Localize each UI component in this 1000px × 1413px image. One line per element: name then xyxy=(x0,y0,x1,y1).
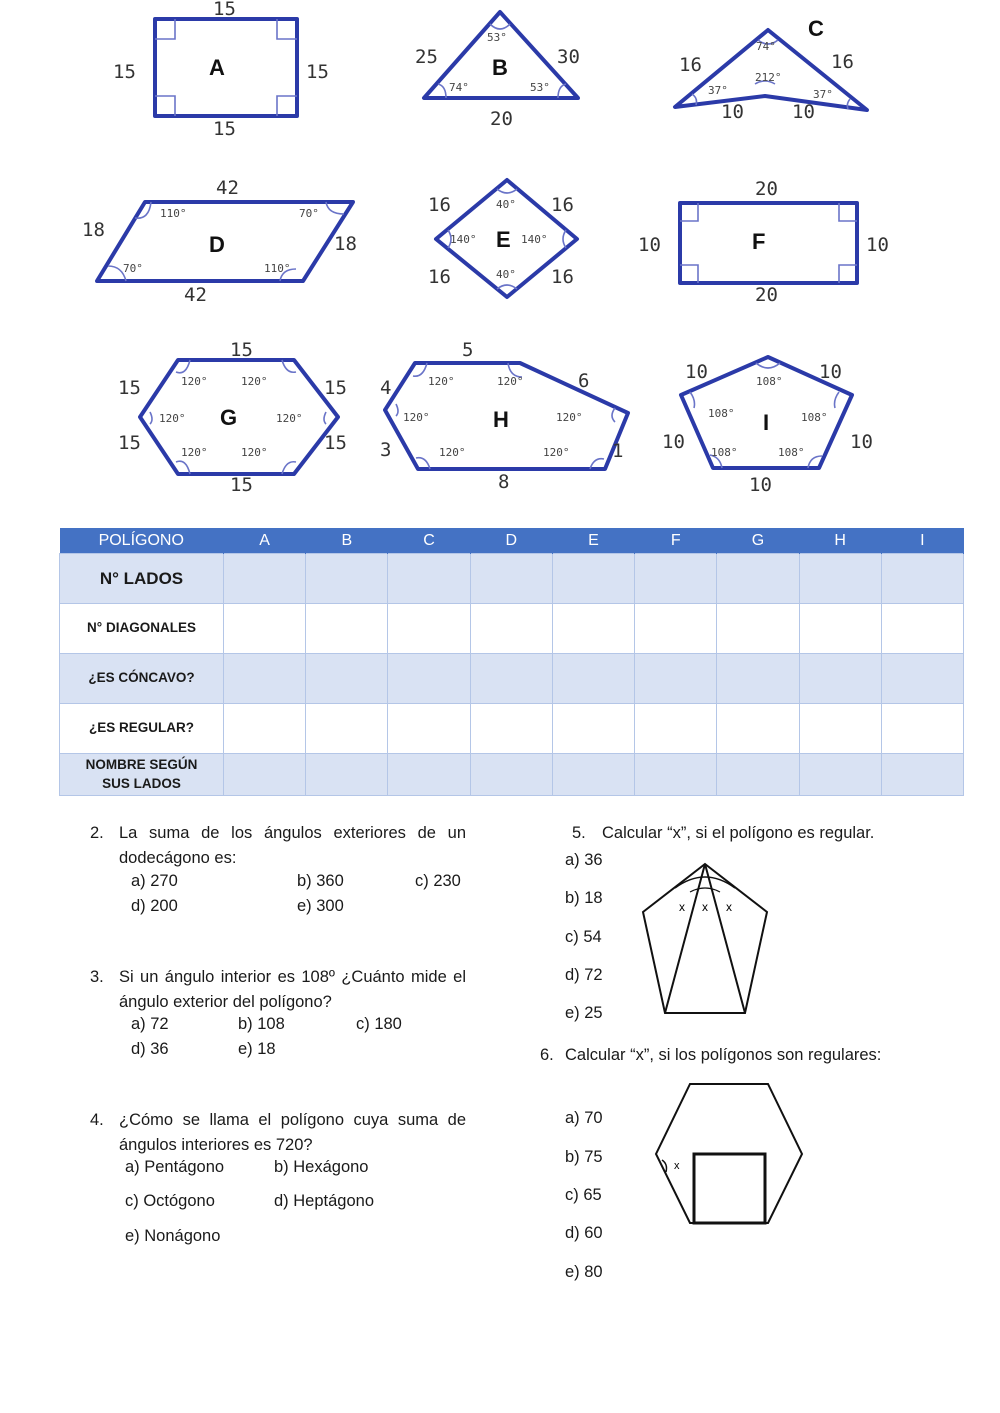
question-text: Si un ángulo interior es 108º ¿Cuánto mide el ángulo exterior del polígono? xyxy=(119,968,466,1011)
option-e[interactable]: e) 25 xyxy=(565,1004,603,1022)
figure-d xyxy=(82,177,357,306)
answer-cell[interactable] xyxy=(881,604,963,654)
table-header-cell: C xyxy=(388,528,470,554)
figure-i-side-upper-left: 10 xyxy=(685,361,708,383)
answer-cell[interactable] xyxy=(552,654,634,704)
answer-cell[interactable] xyxy=(470,604,552,654)
figure-h xyxy=(380,339,628,493)
answer-cell[interactable] xyxy=(306,754,388,796)
question-text: La suma de los ángulos exteriores de un dodecágono es: xyxy=(119,824,466,867)
figure-e-letter: E xyxy=(496,227,511,252)
figure-i-angle-right: 108° xyxy=(801,411,828,424)
table-header-cell: F xyxy=(635,528,717,554)
table-header-cell: I xyxy=(881,528,963,554)
question-number: 4. xyxy=(90,1111,104,1129)
answer-cell[interactable] xyxy=(635,704,717,754)
figure-h-side-bottom: 8 xyxy=(498,471,510,493)
figure-i-angle-bottom-left: 108° xyxy=(711,446,738,459)
row-label: NOMBRE SEGÚN SUS LADOS xyxy=(60,754,224,796)
option-e[interactable]: e) Nonágono xyxy=(125,1227,221,1245)
answer-cell[interactable] xyxy=(306,704,388,754)
question-number: 2. xyxy=(90,824,104,842)
figure-g-angle-3: 120° xyxy=(159,412,186,425)
figure-i-side-bottom: 10 xyxy=(749,474,772,496)
question-text: Calcular “x”, si los polígonos son regulares: xyxy=(565,1046,882,1064)
question-number: 3. xyxy=(90,968,104,986)
answer-cell[interactable] xyxy=(552,754,634,796)
figure-g xyxy=(118,339,347,496)
question-number: 6. xyxy=(540,1046,554,1064)
question-3 xyxy=(90,965,470,1015)
figure-e-side-bottom-right: 16 xyxy=(551,266,574,288)
table-header-cell: G xyxy=(717,528,799,554)
figure-b-side-left: 25 xyxy=(415,46,438,68)
figure-d-angle-top-left: 110° xyxy=(160,207,187,220)
answer-cell[interactable] xyxy=(470,554,552,604)
answer-cell[interactable] xyxy=(306,554,388,604)
answer-cell[interactable] xyxy=(635,654,717,704)
figure-g-side-lower-left: 15 xyxy=(118,432,141,454)
figure-c-angle-reflex: 212° xyxy=(755,71,782,84)
figure-f-side-left: 10 xyxy=(638,234,661,256)
figure-b-side-bottom: 20 xyxy=(490,108,513,130)
figure-i-angle-left: 108° xyxy=(708,407,735,420)
table-header-cell: A xyxy=(224,528,306,554)
figure-i-angle-top: 108° xyxy=(756,375,783,388)
option-b[interactable]: b) 360 xyxy=(297,872,344,890)
answer-cell[interactable] xyxy=(881,754,963,796)
question-text: ¿Cómo se llama el polígono cuya suma de ángulos interiores es 720? xyxy=(119,1111,466,1154)
figure-f-side-bottom: 20 xyxy=(755,284,778,306)
answer-cell[interactable] xyxy=(552,554,634,604)
x-label: x xyxy=(726,900,732,914)
figure-c-angle-right: 37° xyxy=(813,88,833,101)
option-c[interactable]: c) 180 xyxy=(356,1015,402,1033)
figure-h-angle-6: 120° xyxy=(543,446,570,459)
figure-a xyxy=(113,0,329,140)
figure-f-letter: F xyxy=(752,229,766,254)
table-header-cell: B xyxy=(306,528,388,554)
answer-cell[interactable] xyxy=(717,754,799,796)
table-header-cell: D xyxy=(470,528,552,554)
figure-c-side-right: 16 xyxy=(831,51,854,73)
figure-f xyxy=(638,178,889,306)
figure-g-letter: G xyxy=(220,405,238,430)
figure-e-angle-right: 140° xyxy=(521,233,548,246)
figure-g-angle-5: 120° xyxy=(181,446,208,459)
figure-b-letter: B xyxy=(492,55,508,80)
answer-cell[interactable] xyxy=(552,604,634,654)
answer-cell[interactable] xyxy=(388,554,470,604)
pentagon-diagonal-right xyxy=(705,864,745,1013)
row-label: N° LADOS xyxy=(60,554,224,604)
figure-i-letter: I xyxy=(763,410,770,435)
figure-d-side-top: 42 xyxy=(216,177,239,199)
answer-cell[interactable] xyxy=(635,554,717,604)
figure-d-angle-bottom-right: 110° xyxy=(264,262,291,275)
question-5 xyxy=(572,821,932,846)
polygon-figures xyxy=(0,0,1000,510)
option-c[interactable]: c) 65 xyxy=(565,1186,602,1204)
option-a[interactable]: a) 270 xyxy=(131,872,178,890)
answer-cell[interactable] xyxy=(717,604,799,654)
figure-g-angle-6: 120° xyxy=(241,446,268,459)
answer-cell[interactable] xyxy=(881,654,963,704)
figure-e-angle-bottom: 40° xyxy=(496,268,516,281)
figure-f-shape xyxy=(680,203,857,283)
answer-cell[interactable] xyxy=(388,604,470,654)
answer-cell[interactable] xyxy=(224,704,306,754)
pentagon-shape xyxy=(643,864,767,1013)
answer-cell[interactable] xyxy=(799,754,881,796)
option-a[interactable]: a) Pentágono xyxy=(125,1158,225,1176)
table-header-cell: POLÍGONO xyxy=(60,528,224,554)
option-d[interactable]: d) 36 xyxy=(131,1040,169,1058)
figure-a-shape xyxy=(155,19,297,116)
figure-i-angle-bottom-right: 108° xyxy=(778,446,805,459)
option-a[interactable]: a) 36 xyxy=(565,851,603,869)
figure-h-side-upper-left: 4 xyxy=(380,377,392,399)
figure-b-angle-left: 74° xyxy=(449,81,469,94)
answer-cell[interactable] xyxy=(388,704,470,754)
figure-h-angle-1: 120° xyxy=(428,375,455,388)
figure-h-letter: H xyxy=(493,407,509,432)
figure-g-side-top: 15 xyxy=(230,339,253,361)
figure-a-side-top: 15 xyxy=(213,0,236,20)
option-d[interactable]: d) Heptágono xyxy=(274,1192,374,1210)
figure-i-side-lower-left: 10 xyxy=(662,431,685,453)
figure-h-angle-3: 120° xyxy=(403,411,430,424)
option-a[interactable]: a) 72 xyxy=(131,1015,169,1033)
figure-d-side-bottom: 42 xyxy=(184,284,207,306)
table-row xyxy=(60,554,964,604)
figure-b-side-right: 30 xyxy=(557,46,580,68)
figure-d-side-left: 18 xyxy=(82,219,105,241)
x-label: x xyxy=(679,900,685,914)
option-b[interactable]: b) 108 xyxy=(238,1015,285,1033)
figure-d-angle-top-right: 70° xyxy=(299,207,319,220)
answer-cell[interactable] xyxy=(717,554,799,604)
figure-g-side-upper-right: 15 xyxy=(324,377,347,399)
figure-i xyxy=(662,357,873,496)
figure-h-angle-4: 120° xyxy=(556,411,583,424)
answer-cell[interactable] xyxy=(224,754,306,796)
figure-e-side-bottom-left: 16 xyxy=(428,266,451,288)
option-b[interactable]: b) 75 xyxy=(565,1148,603,1166)
figure-c-angle-top: 74° xyxy=(756,40,776,53)
figure-c-side-left: 16 xyxy=(679,54,702,76)
figure-b-angle-top: 53° xyxy=(487,31,507,44)
answer-cell[interactable] xyxy=(552,704,634,754)
option-a[interactable]: a) 70 xyxy=(565,1109,603,1127)
answer-cell[interactable] xyxy=(388,754,470,796)
answer-cell[interactable] xyxy=(470,704,552,754)
figure-h-angle-2: 120° xyxy=(497,375,524,388)
answer-cell[interactable] xyxy=(306,654,388,704)
figure-e xyxy=(428,180,577,297)
figure-g-angle-2: 120° xyxy=(241,375,268,388)
question-number: 5. xyxy=(572,824,586,842)
row-label: ¿ES REGULAR? xyxy=(60,704,224,754)
answer-cell[interactable] xyxy=(717,654,799,704)
question-2 xyxy=(90,821,470,871)
table-header-cell: E xyxy=(552,528,634,554)
option-d[interactable]: d) 60 xyxy=(565,1224,603,1242)
figure-c-letter: C xyxy=(808,16,824,41)
table-row xyxy=(60,604,964,654)
angle-arc xyxy=(675,877,735,888)
option-e[interactable]: e) 18 xyxy=(238,1040,276,1058)
figure-h-side-upper-right: 6 xyxy=(578,370,590,392)
figure-d-letter: D xyxy=(209,232,225,257)
option-c[interactable]: c) 54 xyxy=(565,928,602,946)
table-header-cell: H xyxy=(799,528,881,554)
question-text: Calcular “x”, si el polígono es regular. xyxy=(602,824,875,842)
figure-i-side-upper-right: 10 xyxy=(819,361,842,383)
figure-c-angle-left: 37° xyxy=(708,84,728,97)
row-label: N° DIAGONALES xyxy=(60,604,224,654)
answer-cell[interactable] xyxy=(470,654,552,704)
table-row xyxy=(60,754,964,796)
answer-cell[interactable] xyxy=(881,704,963,754)
figure-b xyxy=(415,12,580,130)
figure-c xyxy=(675,16,867,123)
option-e[interactable]: e) 80 xyxy=(565,1263,603,1281)
answer-cell[interactable] xyxy=(470,754,552,796)
option-b[interactable]: b) Hexágono xyxy=(274,1158,369,1176)
row-label: ¿ES CÓNCAVO? xyxy=(60,654,224,704)
figure-a-side-left: 15 xyxy=(113,61,136,83)
answer-cell[interactable] xyxy=(799,554,881,604)
question-4 xyxy=(90,1108,470,1158)
figure-h-side-lower-left: 3 xyxy=(380,439,392,461)
option-d[interactable]: d) 200 xyxy=(131,897,178,915)
polygon-table xyxy=(59,528,964,796)
hexagon-square-figure xyxy=(650,1078,810,1230)
figure-c-side-bottom-left: 10 xyxy=(721,101,744,123)
figure-g-side-bottom: 15 xyxy=(230,474,253,496)
answer-cell[interactable] xyxy=(881,554,963,604)
figure-c-side-bottom-right: 10 xyxy=(792,101,815,123)
square-shape xyxy=(694,1154,765,1223)
option-c[interactable]: c) Octógono xyxy=(125,1192,215,1210)
figure-f-side-right: 10 xyxy=(866,234,889,256)
figure-h-side-top: 5 xyxy=(462,339,474,361)
answer-cell[interactable] xyxy=(799,704,881,754)
angle-arc xyxy=(690,888,720,892)
answer-cell[interactable] xyxy=(224,604,306,654)
answer-cell[interactable] xyxy=(799,654,881,704)
figure-b-angle-right: 53° xyxy=(530,81,550,94)
table-header-row xyxy=(60,528,964,554)
answer-cell[interactable] xyxy=(224,654,306,704)
figure-e-side-top-left: 16 xyxy=(428,194,451,216)
table-row xyxy=(60,704,964,754)
answer-cell[interactable] xyxy=(635,604,717,654)
question-6 xyxy=(540,1043,940,1068)
pentagon-diagonal-left xyxy=(665,864,705,1013)
figure-e-side-top-right: 16 xyxy=(551,194,574,216)
answer-cell[interactable] xyxy=(717,704,799,754)
figure-d-angle-bottom-left: 70° xyxy=(123,262,143,275)
answer-cell[interactable] xyxy=(388,654,470,704)
table-row xyxy=(60,654,964,704)
figure-g-side-upper-left: 15 xyxy=(118,377,141,399)
x-label: x xyxy=(702,900,708,914)
figure-h-side-lower-right: 1 xyxy=(612,440,624,462)
figure-g-side-lower-right: 15 xyxy=(324,432,347,454)
figure-d-side-right: 18 xyxy=(334,233,357,255)
figure-a-letter: A xyxy=(209,55,225,80)
figure-g-angle-4: 120° xyxy=(276,412,303,425)
figure-a-side-right: 15 xyxy=(306,61,329,83)
answer-cell[interactable] xyxy=(224,554,306,604)
pentagon-figure xyxy=(635,858,775,1020)
figure-a-side-bottom: 15 xyxy=(213,118,236,140)
answer-cell[interactable] xyxy=(635,754,717,796)
figure-e-angle-left: 140° xyxy=(450,233,477,246)
answer-cell[interactable] xyxy=(799,604,881,654)
figure-g-angle-1: 120° xyxy=(181,375,208,388)
figure-h-angle-5: 120° xyxy=(439,446,466,459)
option-d[interactable]: d) 72 xyxy=(565,966,603,984)
figure-e-angle-top: 40° xyxy=(496,198,516,211)
answer-cell[interactable] xyxy=(306,604,388,654)
option-e[interactable]: e) 300 xyxy=(297,897,344,915)
figure-f-side-top: 20 xyxy=(755,178,778,200)
x-label: x xyxy=(674,1160,680,1172)
figure-i-side-lower-right: 10 xyxy=(850,431,873,453)
option-b[interactable]: b) 18 xyxy=(565,889,603,907)
option-c[interactable]: c) 230 xyxy=(415,872,461,890)
